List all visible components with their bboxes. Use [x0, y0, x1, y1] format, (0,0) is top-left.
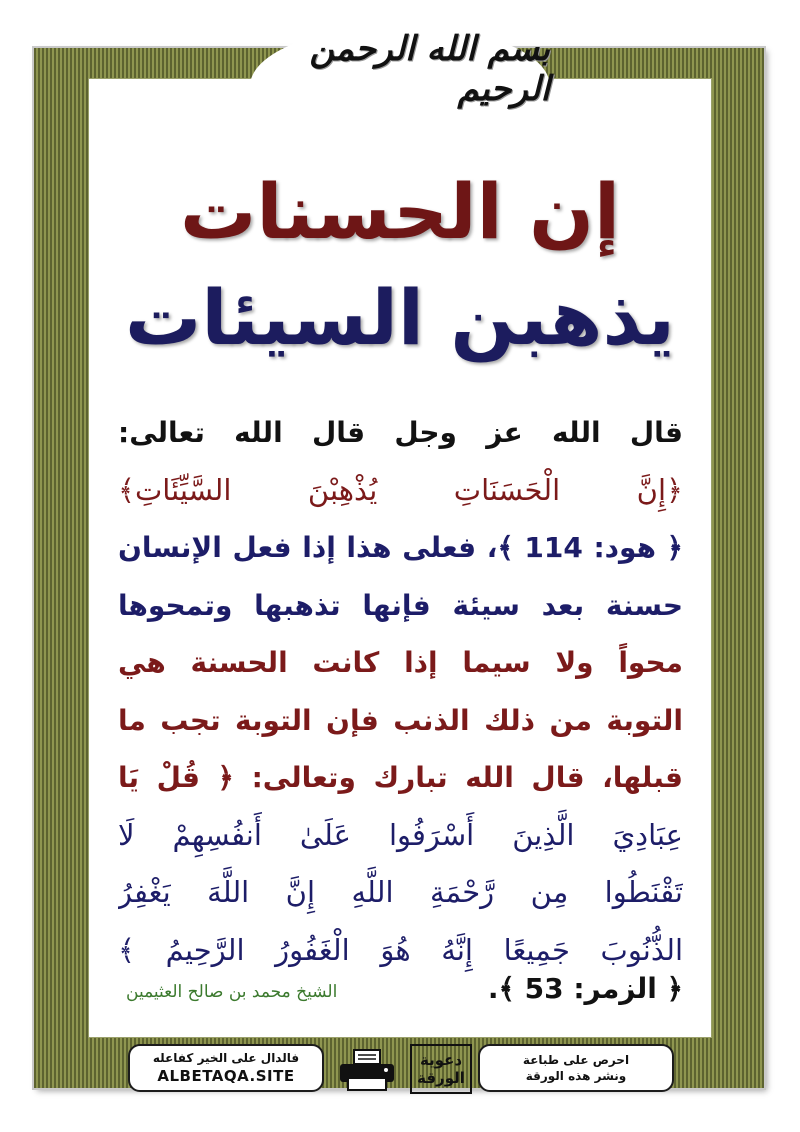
verse-reference: ﴿ الزمر: 53 ﴾. — [487, 972, 683, 1005]
verse-line: عِبَادِيَ الَّذِينَ أَسْرَفُوا عَلَىٰ أَنفُسِهِمْ لَا — [118, 817, 683, 852]
footer-site-link[interactable]: ALBETAQA.SITE — [157, 1067, 295, 1085]
title-line-2: يذهبن السيئات — [125, 273, 675, 362]
logo-text-top: دعوية — [419, 1051, 463, 1069]
verse-line: ﴿إِنَّ الْحَسَنَاتِ يُذْهِبْنَ السَّيِّئَاتِ﴾ — [118, 472, 683, 507]
basmala-calligraphy: بسم الله الرحمن الرحيم — [250, 26, 550, 112]
body-line: التوبة من ذلك الذنب فإن التوبة تجب ما — [118, 703, 683, 737]
footer-slogan: فالدال على الخير كفاعله — [152, 1051, 300, 1065]
verse-line: تَقْنَطُوا مِن رَّحْمَةِ اللَّهِ إِنَّ اللَّهَ يَغْفِرُ — [118, 875, 683, 909]
author-name: الشيخ محمد بن صالح العثيمين — [126, 982, 338, 1002]
body-line: قبلها، قال الله تبارك وتعالى: ﴿ قُلْ يَا — [118, 761, 683, 794]
footer-print-line-1: احرص على طباعة — [522, 1053, 630, 1067]
footer-print-line-2: ونشر هذه الورقة — [525, 1069, 627, 1083]
reference-row — [118, 972, 683, 1012]
body-line: ﴿ هود: 114 ﴾، فعلى هذا إذا فعل الإنسان — [118, 531, 683, 564]
verse-line: الذُّنُوبَ جَمِيعًا إِنَّهُ هُوَ الْغَفُورُ الرَّحِيمُ ﴾ — [118, 932, 683, 967]
footer-bar — [128, 1044, 674, 1096]
body-text — [118, 404, 683, 979]
title-line-1: إن الحسنات — [179, 167, 620, 256]
footer-site-box — [128, 1044, 324, 1092]
logo — [410, 1044, 472, 1094]
logo-text-bottom: الورقة — [417, 1069, 465, 1087]
body-line: قال الله عز وجل قال الله تعالى: — [118, 416, 683, 449]
footer-print-box — [478, 1044, 674, 1092]
printer-icon — [332, 1048, 402, 1092]
body-line: محواً ولا سيما إذا كانت الحسنة هي — [118, 646, 683, 679]
body-line: حسنة بعد سيئة فإنها تذهبها وتمحوها — [118, 588, 683, 622]
